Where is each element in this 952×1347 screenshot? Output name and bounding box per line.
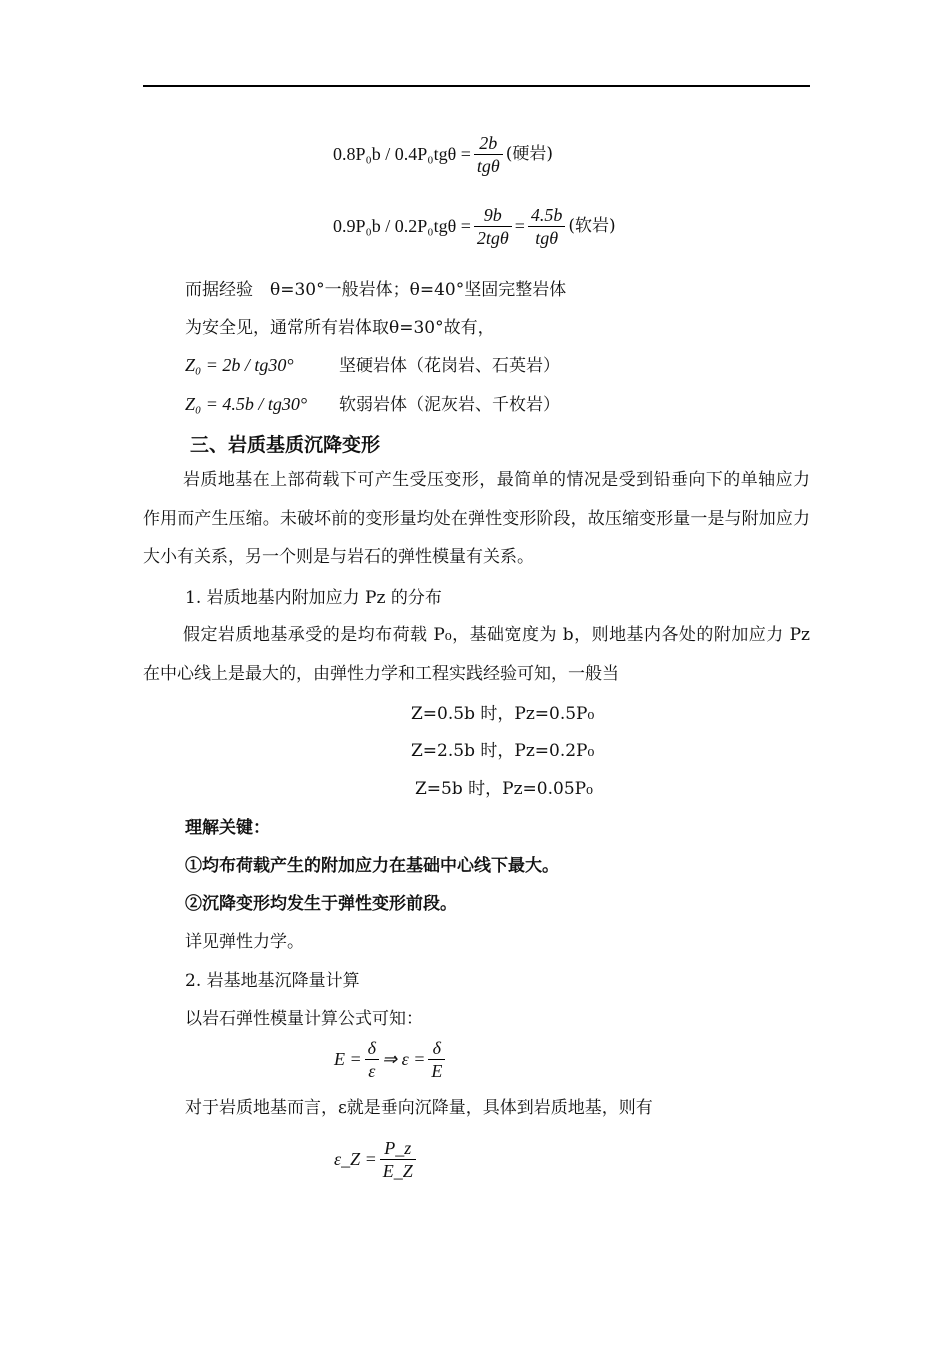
formula-note: (硬岩) xyxy=(505,144,553,164)
key-points-title: 理解关键： xyxy=(185,818,270,838)
experience-line: 而据经验 θ=30°一般岩体；θ=40°坚固完整岩体 xyxy=(185,280,567,300)
formula-lhs: 0.9P₀b / 0.2P₀tgθ = xyxy=(333,215,471,236)
formula-lhs: ε_Z = xyxy=(334,1148,377,1169)
fraction-denominator: E xyxy=(431,1060,443,1081)
fraction-denominator: E_Z xyxy=(382,1160,413,1181)
formula-note: (软岩) xyxy=(568,216,616,236)
fraction-numerator: P_z xyxy=(380,1137,416,1160)
case-line: Z=2.5b 时，Pz=0.2P₀ xyxy=(411,741,595,761)
fraction-numerator: 9b xyxy=(474,204,512,227)
section-heading: 三、岩质基质沉降变形 xyxy=(190,434,381,456)
fraction xyxy=(380,1137,416,1182)
formula-note: 坚硬岩体（花岗岩、石英岩） xyxy=(339,355,560,376)
implies-expression: ⇒ ε = xyxy=(382,1048,426,1069)
paragraph-assumption: 假定岩质地基承受的是均布荷载 P₀，基础宽度为 b，则地基内各处的附加应力 Pz 在中心线上是最大的，由弹性力学和工程实践经验可知，一般当 xyxy=(143,625,810,684)
fraction xyxy=(474,132,503,177)
formula-lhs: E = xyxy=(334,1048,362,1069)
fraction-denominator: tgθ xyxy=(535,227,559,248)
fraction xyxy=(528,204,566,249)
fraction-denominator: ε xyxy=(368,1060,376,1081)
formula-expression: Z₀ = 2b / tg30° xyxy=(185,355,294,375)
formula-hard-rock xyxy=(333,128,553,180)
fraction xyxy=(365,1037,379,1082)
strain-formula xyxy=(334,1134,419,1184)
paragraph-settlement: 对于岩质地基而言，ε就是垂向沉降量，具体到岩质地基，则有 xyxy=(185,1098,653,1118)
key-point: ①均布荷载产生的附加应力在基础中心线下最大。 xyxy=(185,856,559,876)
fraction xyxy=(428,1037,445,1082)
fraction-numerator: 2b xyxy=(474,132,503,155)
subheading-settlement-calc: 2. 岩基地基沉降量计算 xyxy=(185,971,360,991)
modulus-formula xyxy=(334,1034,448,1084)
fraction-numerator: δ xyxy=(428,1037,445,1060)
subheading-stress-distribution: 1. 岩质地基内附加应力 Pz 的分布 xyxy=(185,588,442,608)
formula-note: 软弱岩体（泥灰岩、千枚岩） xyxy=(339,394,560,415)
fraction-numerator: δ xyxy=(365,1037,379,1060)
paragraph-intro: 岩质地基在上部荷载下可产生受压变形，最简单的情况是受到铅垂向下的单轴应力作用而产生压缩。未破坏前的变形量均处在弹性变形阶段，故压缩变形量一是与附加应力大小有关系，另一个则是与岩石的弹性模量有关系。 xyxy=(143,470,810,567)
z0-hard-formula xyxy=(185,355,560,376)
safety-line: 为安全见，通常所有岩体取θ=30°故有， xyxy=(185,318,495,338)
header-rule xyxy=(143,85,810,87)
fraction xyxy=(474,204,512,249)
case-line: Z=0.5b 时，Pz=0.5P₀ xyxy=(411,704,595,724)
formula-lhs: 0.8P₀b / 0.4P₀tgθ = xyxy=(333,143,471,164)
formula-soft-rock xyxy=(333,200,616,252)
reference-note: 详见弹性力学。 xyxy=(185,932,304,952)
z0-soft-formula xyxy=(185,394,560,415)
calc-intro-line: 以岩石弹性模量计算公式可知： xyxy=(185,1009,423,1029)
formula-expression: Z₀ = 4.5b / tg30° xyxy=(185,394,308,414)
key-point: ②沉降变形均发生于弹性变形前段。 xyxy=(185,894,457,914)
equals-sign: = xyxy=(514,215,525,236)
fraction-denominator: tgθ xyxy=(476,155,500,176)
case-line: Z=5b 时，Pz=0.05P₀ xyxy=(415,779,593,799)
fraction-denominator: 2tgθ xyxy=(476,227,509,248)
fraction-numerator: 4.5b xyxy=(528,204,566,227)
